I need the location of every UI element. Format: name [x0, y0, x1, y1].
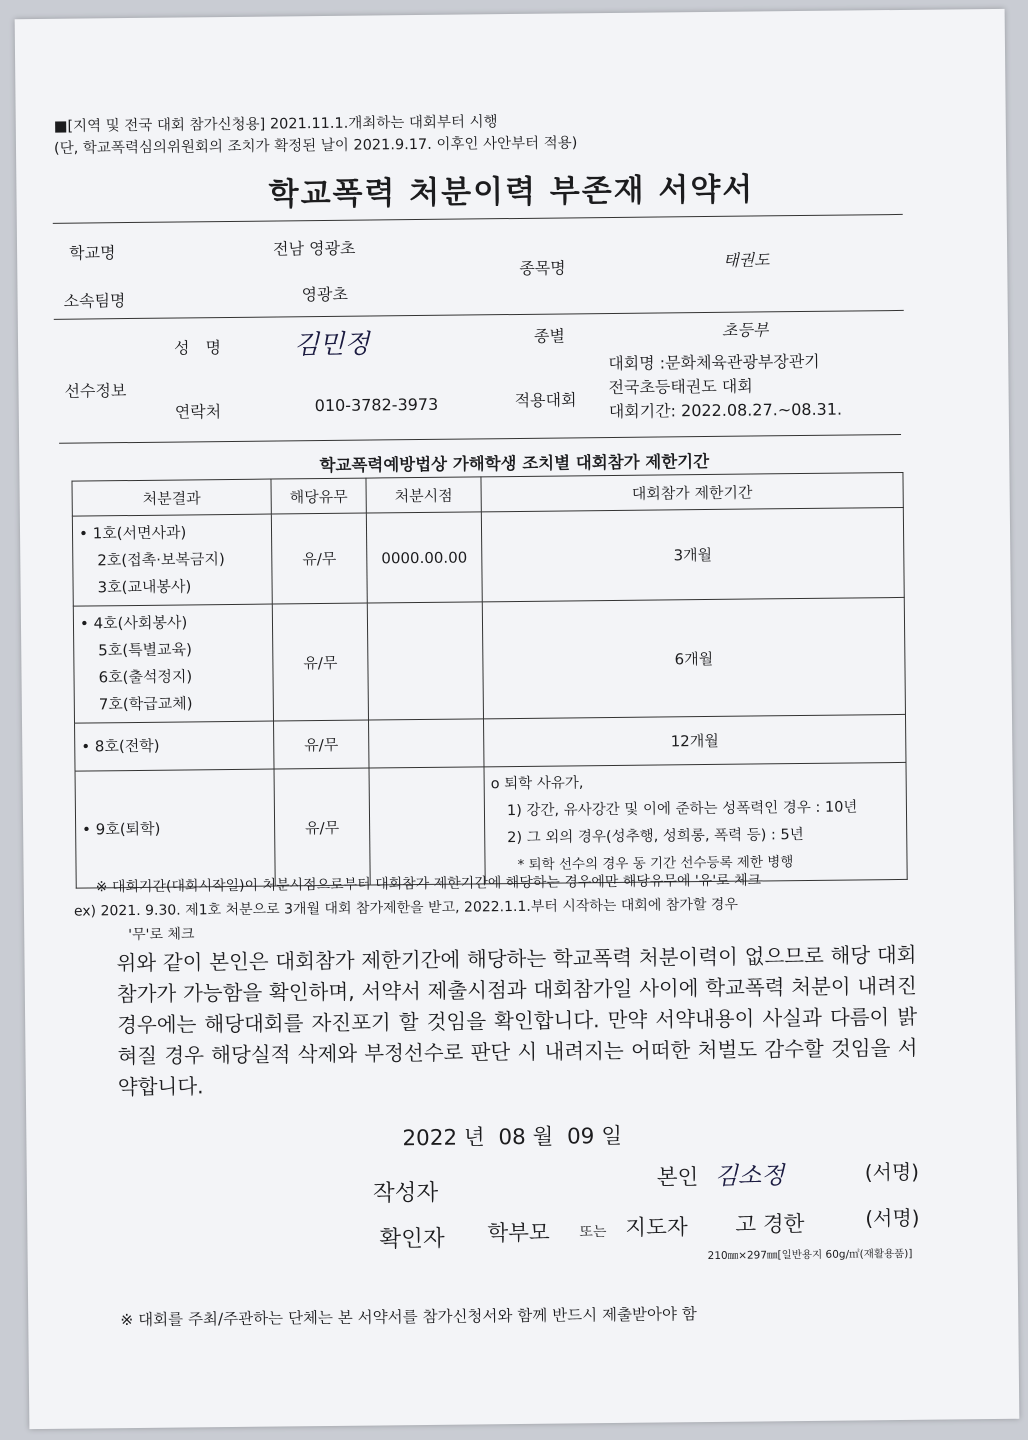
coach-label: 지도자 — [625, 1215, 688, 1241]
applicable-cell: 유/무 — [274, 768, 370, 886]
team-value: 영광초 — [301, 284, 349, 305]
team-label: 소속팀명 — [63, 291, 126, 311]
competition-name-line1: 대회명 :문화체육관광부장관기 — [608, 351, 820, 374]
pledge-document — [15, 9, 1020, 1429]
applicable-cell: 유/무 — [272, 603, 368, 721]
period-cell: 3개월 — [481, 507, 904, 601]
date-cell — [369, 719, 484, 768]
date-year: 2022 — [402, 1125, 458, 1152]
competition-period: 대회기간: 2022.08.27.~08.31. — [608, 399, 843, 422]
writer-label: 작성자 — [372, 1179, 439, 1207]
self-sign-label: (서명) — [864, 1159, 920, 1185]
applicable-cell: 유/무 — [274, 720, 369, 769]
table-row — [73, 597, 905, 723]
contact-value: 010-3782-3973 — [314, 394, 439, 416]
header-period: 대회참가 제한기간 — [481, 472, 903, 511]
date-day: 09 — [566, 1124, 595, 1150]
restriction-section-title: 학교폭력예방법상 가해학생 조치별 대회참가 제한기간 — [319, 451, 710, 476]
period-cell: o 퇴학 사유가, 1) 강간, 유사강간 및 이에 준하는 성폭력인 경우 : 10년 2) 그 외의 경우(성추행, 성희롱, 폭력 등) : 5년 * 퇴학 선수의 경우 동 기간 선수등록 제한 병행 — [484, 762, 907, 883]
school-value: 전남 영광초 — [272, 238, 356, 259]
confirmer-label: 확인자 — [379, 1225, 445, 1253]
date-cell — [367, 602, 483, 720]
result-cell: • 8호(전학) — [75, 721, 274, 771]
header-date: 처분시점 — [366, 477, 481, 513]
player-info-label: 선수정보 — [64, 381, 127, 401]
coach-sign-label: (서명) — [865, 1205, 920, 1231]
date-cell — [369, 767, 485, 885]
result-cell: • 4호(사회봉사) 5호(특별교육) 6호(출석정지) 7호(학급교체) — [73, 604, 273, 723]
self-label: 본인 — [656, 1165, 699, 1191]
coach-name: 고 경한 — [735, 1212, 805, 1238]
category-label: 종별 — [533, 326, 566, 346]
name-label: 성 명 — [173, 338, 222, 358]
notice-line-2: (단, 학교폭력심의위원회의 조치가 확정된 날이 2021.9.17. 이후인 사안부터 적용) — [53, 135, 578, 157]
date-day-unit: 일 — [601, 1123, 623, 1150]
info-top-rule — [53, 214, 903, 224]
event-label: 종목명 — [519, 258, 566, 278]
header-applicable: 해당유무 — [271, 478, 366, 514]
applicable-cell: 유/무 — [271, 513, 367, 604]
restriction-table — [71, 472, 907, 889]
category-value: 초등부 — [721, 320, 769, 340]
school-label: 학교명 — [68, 243, 116, 263]
result-cell: • 9호(퇴학) — [75, 769, 275, 888]
date-month: 08 — [498, 1124, 526, 1151]
period-cell: 12개월 — [483, 714, 905, 766]
competition-name-line2: 전국초등태권도 대회 — [608, 376, 753, 398]
date-cell: 0000.00.00 — [366, 512, 482, 603]
paper-spec: 210㎜×297㎜[일반용지 60g/㎡(재활용품)] — [707, 1247, 913, 1263]
info-mid-rule — [54, 310, 904, 320]
result-cell: • 1호(서면사과) 2호(접촉·보복금지) 3호(교내봉사) — [72, 514, 272, 606]
notice-line-1: ■[지역 및 전국 대회 참가신청용] 2021.11.1.개최하는 대회부터 시행 — [53, 114, 498, 135]
parent-label: 학부모 — [487, 1220, 550, 1247]
pledge-text: 위와 같이 본인은 대회참가 제한기간에 해당하는 학교폭력 처분이력이 없으므로 해당 대회 참가가 가능함을 확인하며, 서약서 제출시점과 대회참가일 사이에 학교폭력 처분이 내려진 경우에는 해당대회를 자진포기 할 것임을 확인합니다. 만약 서약내용이 사실과 다름이 밝혀질 경우 해당실적 삭제와 부정선수로 판단 시 내려지는 어떠한 처벌도 감수할 것임을 서약합니다. — [116, 942, 918, 1100]
header-result: 처분결과 — [72, 479, 271, 516]
contact-label: 연락처 — [174, 402, 222, 422]
bottom-note: ※ 대회를 주최/주관하는 단체는 본 서약서를 참가신청서와 함께 반드시 제출받아야 함 — [120, 1305, 697, 1330]
footnote-line-2: ex) 2021. 9.30. 제1호 처분으로 3개월 대회 참가제한을 받고, 2022.1.1.부터 시작하는 대회에 참가할 경우 — [73, 896, 739, 920]
competition-label: 적용대회 — [514, 390, 577, 411]
info-bottom-rule — [59, 434, 901, 444]
date-month-unit: 월 — [532, 1124, 554, 1150]
or-label: 또는 — [579, 1224, 607, 1241]
self-name-signature: 김소정 — [714, 1161, 785, 1190]
table-row — [72, 507, 904, 606]
document-title: 학교폭력 처분이력 부존재 서약서 — [268, 171, 755, 213]
player-name-signature: 김민정 — [293, 329, 370, 361]
event-value: 태권도 — [723, 250, 770, 270]
table-row — [75, 762, 907, 888]
table-row — [75, 714, 906, 771]
footnote-line-1: ※ 대회기간(대회시작일)이 처분시점으로부터 대회참가 제한기간에 해당하는 경우에만 해당유무에 '유'로 체크 — [95, 872, 762, 896]
footnote-line-3: '무'로 체크 — [128, 926, 195, 944]
date-year-unit: 년 — [463, 1125, 485, 1151]
pledge-date — [402, 1119, 622, 1152]
period-cell: 6개월 — [482, 597, 905, 718]
